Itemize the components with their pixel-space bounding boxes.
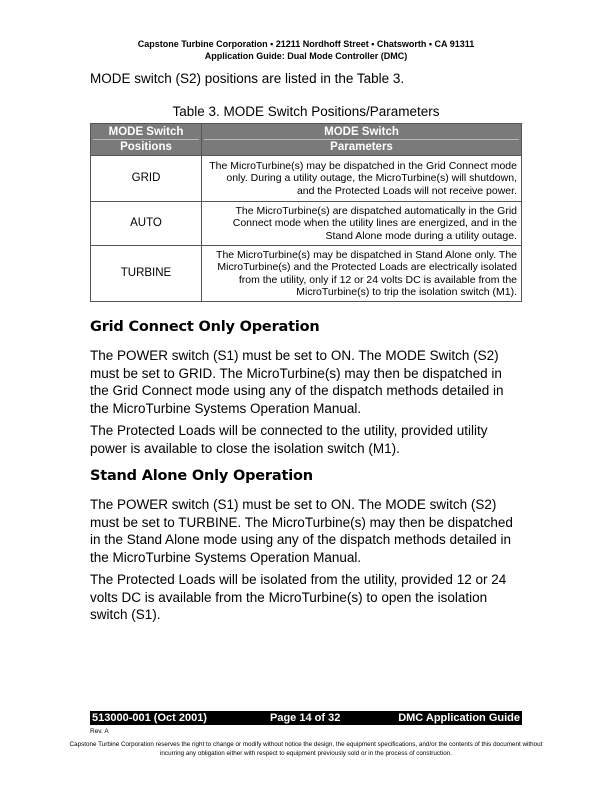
footer-doc-number: 513000-001 (Oct 2001) [92, 712, 207, 724]
footer-guide-title: DMC Application Guide [398, 712, 520, 724]
footer-page-number: Page 14 of 32 [270, 712, 341, 724]
header-positions-top: MODE Switch [108, 126, 184, 138]
parameters-cell: The MicroTurbine(s) may be dispatched in Stand Alone only. The MicroTurbine(s) and the Protected Loads are electrically isolated from the utility, only if 12 or 24 volts DC is available from the MicroTurbine(s) to trip the isolation switch (M1). [202, 246, 522, 302]
parameters-cell: The MicroTurbine(s) may be dispatched in the Grid Connect mode only. During a utility outage, the MicroTurbine(s) will shutdown, and the Protected Loads will not receive power. [202, 156, 522, 202]
mode-switch-table [90, 123, 522, 302]
header-parameters [202, 124, 522, 156]
position-cell: GRID [91, 156, 202, 202]
table-row [91, 202, 522, 246]
grid-connect-paragraph-1: The POWER switch (S1) must be set to ON. The MODE Switch (S2) must be set to GRID. The MicroTurbine(s) may then be dispatched in the Grid Connect mode using any of the dispatch methods detailed in the MicroTurbine Systems Operation Manual. [90, 348, 504, 416]
table-row [91, 246, 522, 302]
position-cell: AUTO [91, 202, 202, 246]
footer-revision: Rev. A [90, 728, 109, 735]
footer-bar [90, 711, 522, 725]
header-positions [91, 124, 202, 156]
grid-connect-heading: Grid Connect Only Operation [90, 319, 320, 335]
stand-alone-heading: Stand Alone Only Operation [90, 468, 313, 484]
stand-alone-paragraph-2: The Protected Loads will be isolated from the utility, provided 12 or 24 volts DC is available from the MicroTurbine(s) to open the isolation switch (S1). [90, 572, 507, 622]
header-parameters-bottom: Parameters [204, 139, 519, 154]
page-header [0, 38, 612, 62]
parameters-cell: The MicroTurbine(s) are dispatched automatically in the Grid Connect mode when the utility lines are energized, and in the Stand Alone mode during a utility outage. [202, 202, 522, 246]
position-cell: TURBINE [91, 246, 202, 302]
table-header-row [91, 124, 522, 156]
footer-disclaimer: Capstone Turbine Corporation reserves the right to change or modify without notice the design, the equipment specifications, and/or the contents of this document without incurring any obligation either with respect to equipment previously sold or in the process of construction. [69, 741, 543, 757]
intro-text: MODE switch (S2) positions are listed in the Table 3. [90, 71, 405, 86]
stand-alone-paragraph-1: The POWER switch (S1) must be set to ON. The MODE switch (S2) must be set to TURBINE. The MicroTurbine(s) may then be dispatched in the Stand Alone mode using any of the dispatch methods detailed in the MicroTurbine Systems Operation Manual. [90, 497, 513, 565]
table-row [91, 156, 522, 202]
header-subtitle: Application Guide: Dual Mode Controller (DMC) [204, 51, 408, 61]
table-caption: Table 3. MODE Switch Positions/Parameters [172, 104, 440, 119]
header-positions-bottom: Positions [93, 139, 199, 154]
grid-connect-paragraph-2: The Protected Loads will be connected to the utility, provided utility power is available to close the isolation switch (M1). [90, 423, 488, 456]
header-parameters-top: MODE Switch [324, 126, 399, 138]
header-address: Capstone Turbine Corporation • 21211 Nordhoff Street • Chatsworth • CA 91311 [137, 39, 475, 49]
